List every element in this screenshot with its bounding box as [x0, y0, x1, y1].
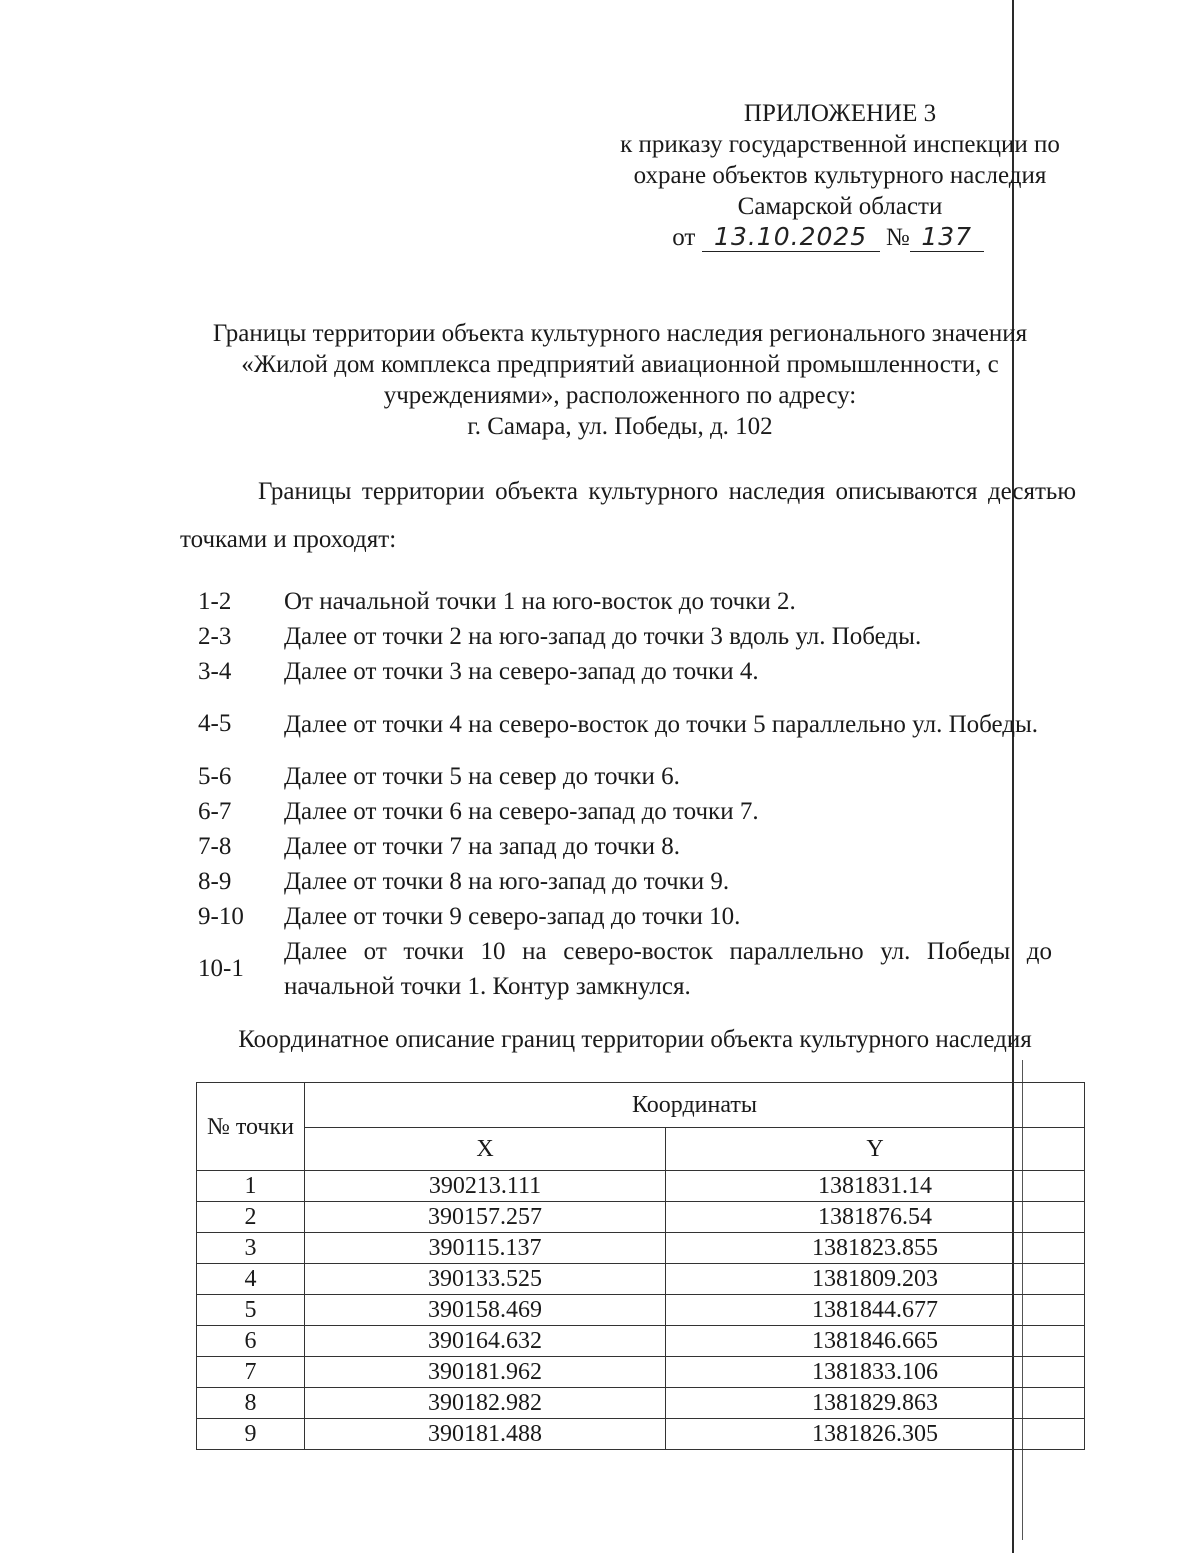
cell-point: 5 [197, 1295, 305, 1326]
segment-row [190, 899, 1052, 934]
cell-x: 390115.137 [305, 1233, 666, 1264]
title-line: Границы территории объекта культурного наследия регионального значения [212, 320, 1028, 347]
coordinates-table [196, 1082, 1085, 1450]
cell-y: 1381823.855 [666, 1233, 1085, 1264]
segment-row [190, 654, 1052, 689]
document-title [120, 318, 1120, 442]
table-row [197, 1202, 1085, 1233]
cell-y: 1381831.14 [666, 1171, 1085, 1202]
number-prefix: № [885, 224, 910, 251]
segment-code: 2-3 [198, 622, 232, 650]
cell-x: 390133.525 [305, 1264, 666, 1295]
segment-code: 9-10 [198, 902, 244, 930]
cell-point: 6 [197, 1326, 305, 1357]
segment-description: Далее от точки 2 на юго-запад до точки 3 вдоль ул. Победы. [284, 623, 922, 650]
segment-code: 8-9 [198, 867, 232, 895]
segment-description: От начальной точки 1 на юго-восток до точки 2. [284, 588, 796, 615]
cell-point: 2 [197, 1202, 305, 1233]
cell-point: 3 [197, 1233, 305, 1264]
cell-point: 9 [197, 1419, 305, 1450]
cell-y: 1381829.863 [666, 1388, 1085, 1419]
cell-x: 390158.469 [305, 1295, 666, 1326]
segment-code: 1-2 [198, 587, 232, 615]
table-row [197, 1326, 1085, 1357]
cell-y: 1381809.203 [666, 1264, 1085, 1295]
cell-x: 390181.962 [305, 1357, 666, 1388]
appendix-line: Самарской области [737, 193, 943, 220]
segment-description: Далее от точки 7 на запад до точки 8. [284, 833, 681, 860]
intro-paragraph [180, 468, 1076, 564]
table-row [197, 1264, 1085, 1295]
title-line: г. Самара, ул. Победы, д. 102 [467, 413, 773, 440]
segment-row [190, 829, 1052, 864]
cell-point: 1 [197, 1171, 305, 1202]
cell-x: 390157.257 [305, 1202, 666, 1233]
cell-y: 1381833.106 [666, 1357, 1085, 1388]
cell-x: 390181.488 [305, 1419, 666, 1450]
segment-row [190, 689, 1052, 759]
cell-y: 1381844.677 [666, 1295, 1085, 1326]
cell-y: 1381826.305 [666, 1419, 1085, 1450]
header-x: X [305, 1128, 666, 1171]
title-line: учреждениями», расположенного по адресу: [383, 382, 857, 409]
cell-y: 1381876.54 [666, 1202, 1085, 1233]
header-coordinates: Координаты [305, 1083, 1085, 1128]
segment-row [190, 759, 1052, 794]
table-row [197, 1419, 1085, 1450]
cell-point: 7 [197, 1357, 305, 1388]
cell-y: 1381846.665 [666, 1326, 1085, 1357]
appendix-header [560, 98, 1120, 253]
segment-code: 6-7 [198, 797, 232, 825]
segment-row [190, 794, 1052, 829]
segment-code: 5-6 [198, 762, 232, 790]
table-row [197, 1357, 1085, 1388]
segment-description: Далее от точки 3 на северо-запад до точки 4. [284, 658, 759, 685]
table-row [197, 1295, 1085, 1326]
appendix-title: ПРИЛОЖЕНИЕ 3 [743, 100, 937, 127]
table-row [197, 1388, 1085, 1419]
segment-description: Далее от точки 4 на северо-восток до точки 5 параллельно ул. Победы. [284, 710, 1039, 738]
order-date-handwritten: 13.10.2025 [702, 223, 880, 252]
header-point-number: № точки [197, 1083, 305, 1171]
segment-description: Далее от точки 9 северо-запад до точки 10. [284, 903, 741, 930]
boundary-segments-list [190, 584, 1052, 1004]
cell-x: 390182.982 [305, 1388, 666, 1419]
table-row [197, 1233, 1085, 1264]
cell-point: 8 [197, 1388, 305, 1419]
appendix-line: к приказу государственной инспекции по [620, 131, 1060, 158]
cell-point: 4 [197, 1264, 305, 1295]
segment-row [190, 584, 1052, 619]
segment-description: Далее от точки 8 на юго-запад до точки 9. [284, 868, 730, 895]
segment-code: 7-8 [198, 832, 232, 860]
intro-text: Границы территории объекта культурного наследия описываются десятью точками и проходят: [180, 478, 1076, 553]
segment-row [190, 864, 1052, 899]
segment-code: 3-4 [198, 657, 232, 685]
segment-row [190, 619, 1052, 654]
cell-x: 390164.632 [305, 1326, 666, 1357]
segment-description: Далее от точки 6 на северо-запад до точки 7. [284, 798, 759, 825]
order-number-handwritten: 137 [910, 223, 984, 252]
appendix-line: охране объектов культурного наследия [633, 162, 1047, 189]
segment-code: 10-1 [198, 955, 244, 982]
cell-x: 390213.111 [305, 1171, 666, 1202]
order-date-line [536, 222, 1120, 253]
segment-code: 4-5 [198, 710, 232, 737]
table-row [197, 1171, 1085, 1202]
segment-description: Далее от точки 5 на север до точки 6. [284, 763, 680, 790]
date-prefix: от [672, 224, 696, 251]
header-y: Y [666, 1128, 1085, 1171]
segment-description: Далее от точки 10 на северо-восток параллельно ул. Победы до начальной точки 1. Контур замкнулся. [284, 938, 1052, 1000]
coordinates-heading: Координатное описание границ территории объекта культурного наследия [238, 1026, 1032, 1053]
title-line: «Жилой дом комплекса предприятий авиационной промышленности, с [241, 351, 999, 378]
segment-row [190, 934, 1052, 1004]
